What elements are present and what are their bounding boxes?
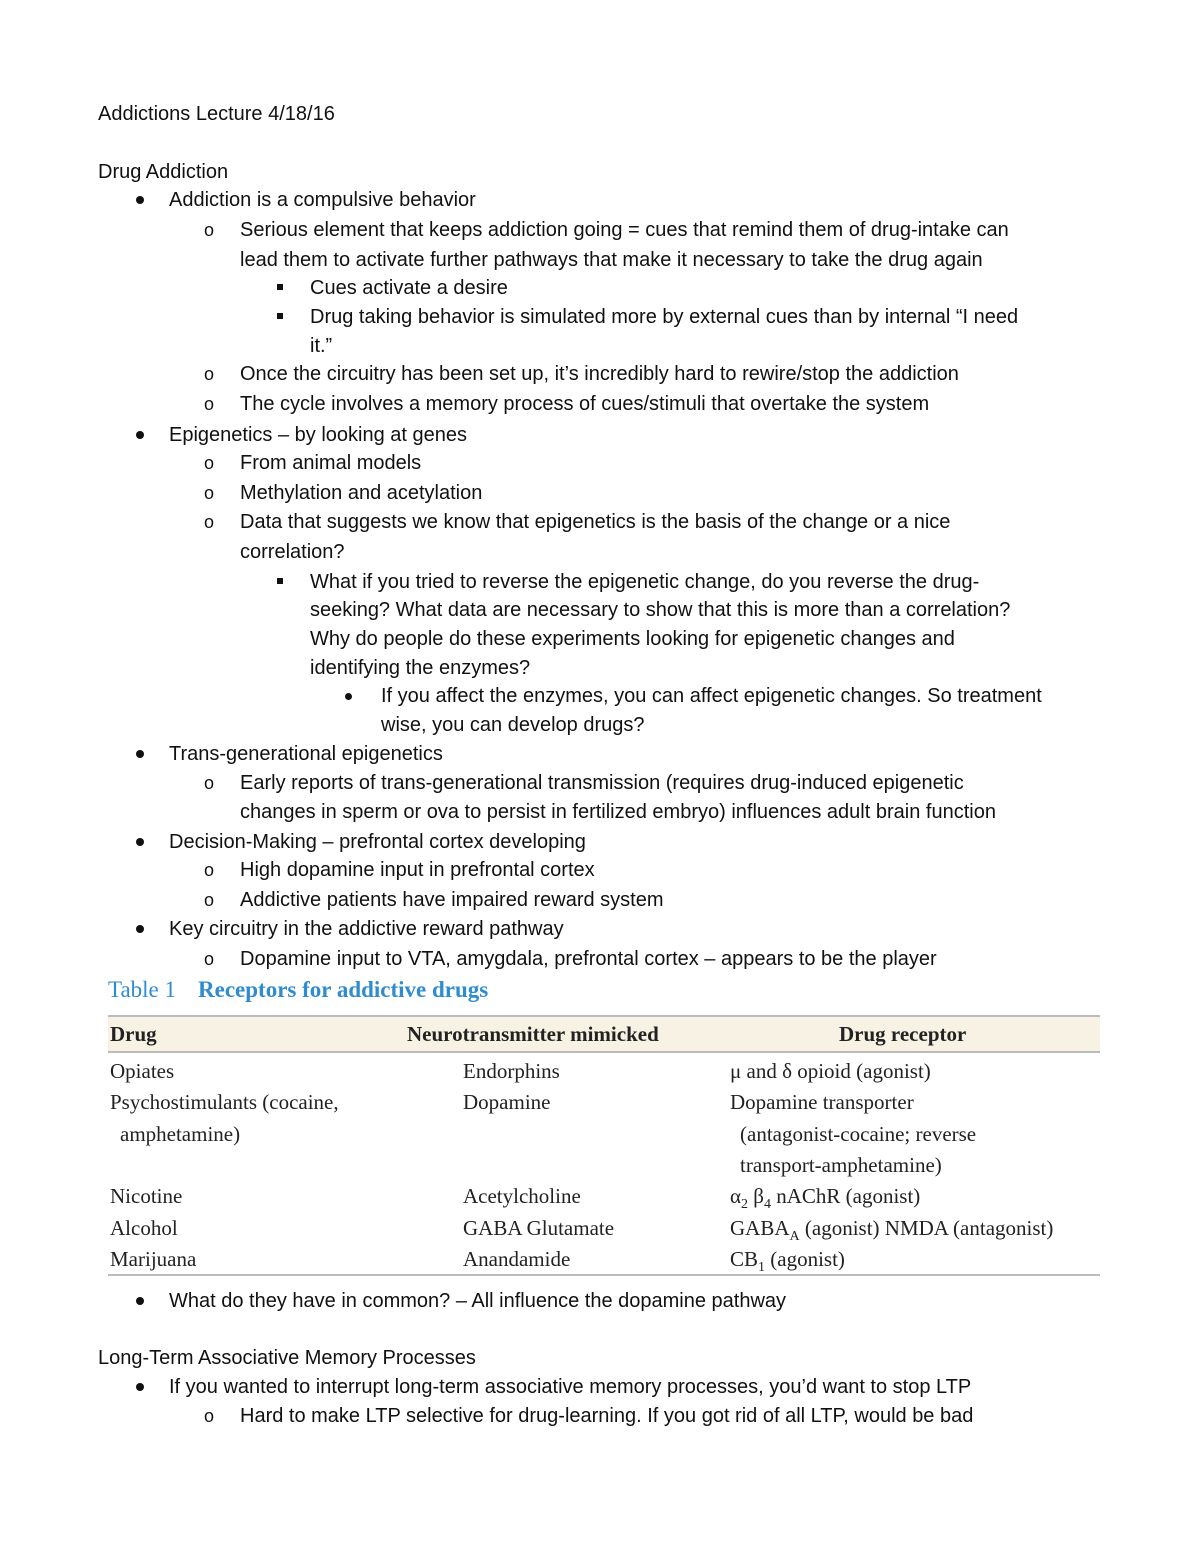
table-cell-receptor (730, 1247, 845, 1280)
sub-sub-bullet-text-cont: identifying the enzymes? (310, 657, 531, 679)
sub-sub-bullet-text-cont: Why do people do these experiments looking for epigenetic changes and (310, 628, 955, 650)
bullet-circle: o (204, 394, 215, 414)
bullet-circle: o (204, 453, 215, 473)
bullet-circle: o (204, 860, 215, 880)
bullet-circle: o (204, 1406, 215, 1426)
sub-sub-bullet-text: Drug taking behavior is simulated more by external cues than by internal “I need (310, 306, 1019, 328)
bullet-circle: o (204, 512, 215, 532)
receptor-text: (agonist) (765, 1247, 845, 1271)
receptor-symbol: GABA (730, 1216, 790, 1240)
table-caption-text: Receptors for addictive drugs (198, 977, 489, 1002)
bullet-square (277, 578, 283, 584)
table-cell-drug: Marijuana (110, 1247, 197, 1271)
table-header-neurotransmitter: Neurotransmitter mimicked (407, 1022, 659, 1046)
bullet-text: Epigenetics – by looking at genes (169, 424, 467, 446)
table-cell-receptor-cont: transport-amphetamine) (740, 1153, 942, 1177)
receptor-subscript: 2 (741, 1197, 749, 1213)
table-header-rule (108, 1051, 1100, 1053)
table-cell-neurotransmitter: Acetylcholine (463, 1184, 581, 1208)
receptor-symbol: CB (730, 1247, 759, 1271)
bullet-disc (136, 1383, 144, 1391)
sub-bullet-text-cont: correlation? (240, 541, 345, 563)
sub-bullet-text: Dopamine input to VTA, amygdala, prefrontal cortex – appears to be the player (240, 948, 937, 970)
bullet-square (277, 284, 283, 290)
bullet-disc (136, 838, 144, 846)
table-cell-drug-cont: amphetamine) (120, 1122, 241, 1146)
table-cell-drug: Nicotine (110, 1184, 183, 1208)
table-cell-receptor-cont: (antagonist-cocaine; reverse (740, 1122, 977, 1146)
sub-sub-bullet-text: What if you tried to reverse the epigenetic change, do you reverse the drug- (310, 571, 980, 593)
table-cell-drug: Alcohol (110, 1216, 178, 1240)
sub-sub-bullet-text-cont: seeking? What data are necessary to show that this is more than a correlation? (310, 599, 1011, 621)
sub-bullet-text: High dopamine input in prefrontal cortex (240, 859, 595, 881)
table-cell-drug: Opiates (110, 1059, 175, 1083)
sub-bullet-text-cont: changes in sperm or ova to persist in fertilized embryo) influences adult brain function (240, 801, 996, 823)
section-heading-long-term-memory: Long-Term Associative Memory Processes (98, 1347, 476, 1369)
bullet-circle: o (204, 890, 215, 910)
sub-bullet-text: Serious element that keeps addiction going = cues that remind them of drug-intake can (240, 219, 1009, 241)
receptor-text: (agonist) NMDA (antagonist) (799, 1216, 1054, 1240)
bullet-square (277, 313, 283, 319)
bullet-disc (345, 693, 352, 700)
receptor-symbol: β (748, 1184, 764, 1208)
table-cell-receptor: μ and δ opioid (agonist) (730, 1059, 931, 1083)
table-caption-number: Table 1 (108, 977, 177, 1002)
sub-sub-bullet-text: Cues activate a desire (310, 277, 508, 299)
table-cell-receptor (730, 1216, 1053, 1249)
table-bottom-rule (108, 1274, 1100, 1276)
bullet-circle: o (204, 483, 215, 503)
bullet-text: What do they have in common? – All influence the dopamine pathway (169, 1290, 787, 1312)
bullet-disc (136, 1297, 144, 1305)
sub-bullet-text: Methylation and acetylation (240, 482, 483, 504)
document-title: Addictions Lecture 4/18/16 (98, 103, 335, 125)
level4-bullet-text-cont: wise, you can develop drugs? (381, 714, 645, 736)
table-header-drug: Drug (110, 1022, 157, 1046)
bullet-text: Key circuitry in the addictive reward pathway (169, 918, 564, 940)
table-cell-receptor: Dopamine transporter (730, 1090, 914, 1114)
bullet-disc (136, 431, 144, 439)
sub-bullet-text: From animal models (240, 452, 422, 474)
bullet-circle: o (204, 220, 215, 240)
bullet-text: If you wanted to interrupt long-term associative memory processes, you’d want to stop LTP (169, 1376, 972, 1398)
table-cell-receptor (730, 1184, 920, 1217)
sub-bullet-text: Data that suggests we know that epigenetics is the basis of the change or a nice (240, 511, 951, 533)
table-cell-neurotransmitter: GABA Glutamate (463, 1216, 615, 1240)
bullet-text: Decision-Making – prefrontal cortex developing (169, 831, 586, 853)
bullet-disc (136, 750, 144, 758)
sub-bullet-text: Once the circuitry has been set up, it’s incredibly hard to rewire/stop the addiction (240, 363, 959, 385)
receptor-symbol: α (730, 1184, 742, 1208)
bullet-circle: o (204, 949, 215, 969)
bullet-text: Trans-generational epigenetics (169, 743, 443, 765)
sub-bullet-text: Hard to make LTP selective for drug-learning. If you got rid of all LTP, would be bad (240, 1405, 974, 1427)
section-heading-drug-addiction: Drug Addiction (98, 161, 229, 183)
bullet-text: Addiction is a compulsive behavior (169, 189, 476, 211)
table-header-receptor: Drug receptor (839, 1022, 967, 1046)
sub-bullet-text: Addictive patients have impaired reward system (240, 889, 664, 911)
table-cell-drug: Psychostimulants (cocaine, (110, 1090, 339, 1114)
receptor-subscript: A (789, 1229, 800, 1245)
sub-bullet-text: Early reports of trans-generational transmission (requires drug-induced epigenetic (240, 772, 964, 794)
receptor-text: nAChR (agonist) (770, 1184, 921, 1208)
bullet-disc (136, 196, 144, 204)
level4-bullet-text: If you affect the enzymes, you can affect epigenetic changes. So treatment (381, 685, 1042, 707)
table-cell-neurotransmitter: Endorphins (463, 1059, 560, 1083)
table-cell-neurotransmitter: Anandamide (463, 1247, 571, 1271)
bullet-circle: o (204, 364, 215, 384)
receptor-subscript: 1 (758, 1260, 766, 1276)
bullet-circle: o (204, 773, 215, 793)
table-top-rule (108, 1015, 1100, 1017)
receptor-subscript: 4 (763, 1197, 771, 1213)
bullet-disc (136, 925, 144, 933)
sub-bullet-text-cont: lead them to activate further pathways that make it necessary to take the drug again (240, 249, 983, 271)
sub-sub-bullet-text-cont: it.” (310, 335, 333, 357)
sub-bullet-text: The cycle involves a memory process of cues/stimuli that overtake the system (240, 393, 930, 415)
table-caption (108, 978, 488, 1002)
table-cell-neurotransmitter: Dopamine (463, 1090, 551, 1114)
